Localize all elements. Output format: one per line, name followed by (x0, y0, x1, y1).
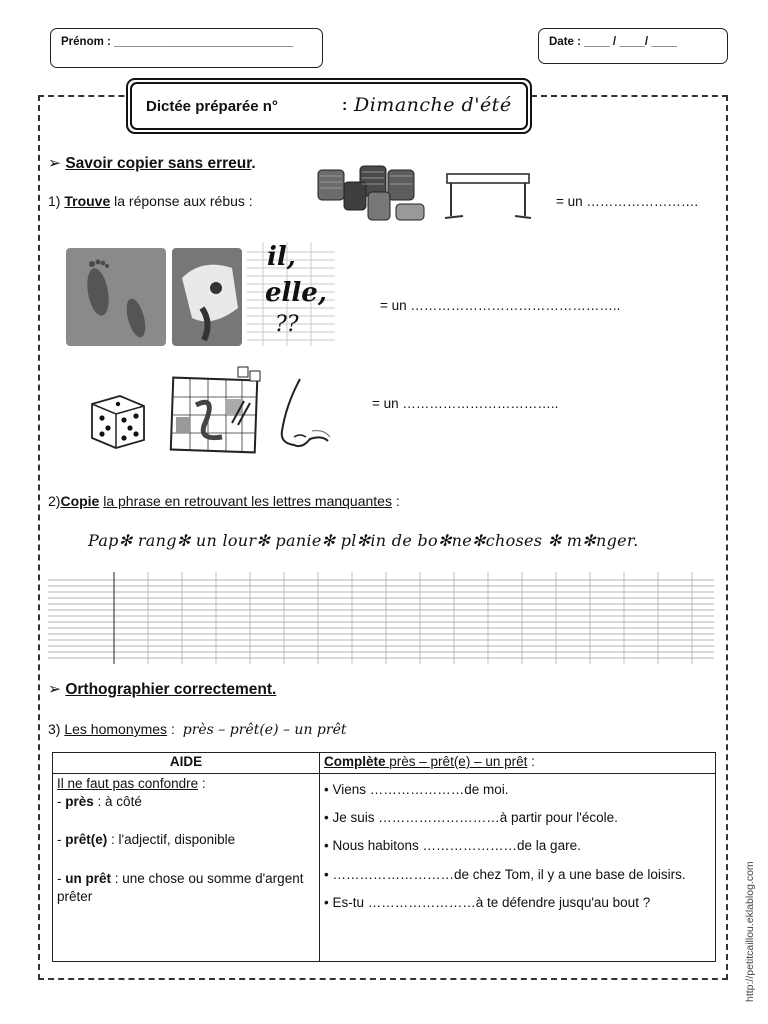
cow-image (172, 248, 242, 346)
prenom-label: Prénom : ____________________________ (61, 36, 294, 48)
rebus2-answer[interactable]: = un ……………………………………….. (380, 298, 621, 313)
title-prefix: Dictée préparée n° (146, 98, 278, 115)
il-elle-image (247, 242, 335, 346)
writing-grid[interactable] (48, 572, 714, 664)
rebus1-answer[interactable]: = un ……………………. (556, 194, 699, 209)
section1-heading-text: Savoir copier sans erreur (65, 155, 252, 172)
aide-intro: Il ne faut pas confondre (57, 776, 199, 791)
aide-item (57, 793, 315, 811)
arrow-icon: ➢ (48, 155, 61, 172)
exercise-line[interactable]: • ………………………de chez Tom, il y a une base de loisirs. (324, 866, 686, 882)
question-1 (48, 193, 253, 209)
q1-number: 1) (48, 193, 61, 209)
date-label: Date : ____ / ____/ ____ (549, 36, 677, 48)
question-2 (48, 493, 400, 509)
aide-cell (53, 774, 320, 962)
exercise-cell (320, 774, 716, 962)
title-subject: Dimanche d'été (354, 94, 512, 116)
exercise-line[interactable]: • Es-tu ……………………à te défendre jusqu'au bout ? (324, 894, 651, 910)
q2-text: la phrase en retrouvant les lettres manquantes (103, 493, 392, 509)
aide-item (57, 831, 315, 849)
rebus3-answer[interactable]: = un …………………………….. (372, 396, 559, 411)
exercise-line[interactable]: • Viens …………………de moi. (324, 782, 509, 797)
aide-header: AIDE (53, 753, 320, 774)
aide-def: : une chose ou somme d'argent prêter (57, 870, 304, 904)
q3-label: Les homonymes (64, 721, 168, 737)
question-3 (48, 721, 346, 738)
elle-text: elle, (265, 278, 327, 308)
section2-heading (48, 680, 276, 699)
q3-number: 3) (48, 721, 61, 737)
exercise-header-keyword: Complète (324, 754, 386, 769)
spools-image (316, 162, 428, 224)
aide-term: près (65, 794, 94, 810)
q1-keyword: Trouve (64, 193, 111, 209)
aide-item-prefix: - (57, 832, 66, 848)
nose-image (272, 375, 334, 455)
aide-item-prefix: - (57, 870, 66, 886)
dice-image (86, 390, 150, 452)
hurdle-image (443, 170, 533, 224)
title-box (126, 78, 532, 134)
exercise-header-text: près – prêt(e) – un prêt (389, 754, 528, 769)
q3-colon: : (170, 721, 175, 737)
q2-colon: : (395, 493, 400, 509)
date-field[interactable] (538, 28, 728, 64)
section1-heading-suffix: . (251, 155, 256, 172)
homonyms-table (52, 752, 716, 962)
section2-heading-text: Orthographier correctement. (65, 681, 277, 698)
q2-keyword: Copie (60, 493, 100, 509)
board-game-image (166, 365, 266, 455)
aide-term: prêt(e) (65, 832, 108, 848)
exercise-header-colon: : (531, 754, 535, 769)
copy-sentence: Pap✻ rang✻ un lour✻ panie✻ pl✻in de bo✻ne✻choses ✻ m✻nger. (88, 531, 639, 550)
title-colon: : (342, 97, 348, 114)
il-text: il, (267, 242, 296, 272)
q3-homonyms: près – prêt(e) – un prêt (182, 722, 347, 738)
arrow-icon: ➢ (48, 681, 61, 698)
exercise-line[interactable]: • Nous habitons …………………de la gare. (324, 838, 581, 854)
exercise-line[interactable]: • Je suis ………………………à partir pour l'école. (324, 810, 618, 826)
aide-def: : l'adjectif, disponible (111, 832, 236, 848)
q1-text: la réponse aux rébus : (114, 193, 253, 209)
watermark-url: http://petitcaillou.eklablog.com (744, 861, 756, 1002)
aide-intro-colon: : (201, 776, 206, 791)
aide-term: un prêt (65, 870, 111, 886)
q2-number: 2) (48, 493, 61, 509)
aide-item (57, 870, 315, 906)
section1-heading (48, 154, 256, 173)
exercise-header (320, 753, 716, 774)
aide-def: : à côté (97, 794, 142, 810)
aide-item-prefix: - (57, 794, 66, 810)
footprints-image (66, 248, 166, 346)
question-marks-text: ?? (275, 312, 299, 337)
prenom-field[interactable] (50, 28, 323, 68)
